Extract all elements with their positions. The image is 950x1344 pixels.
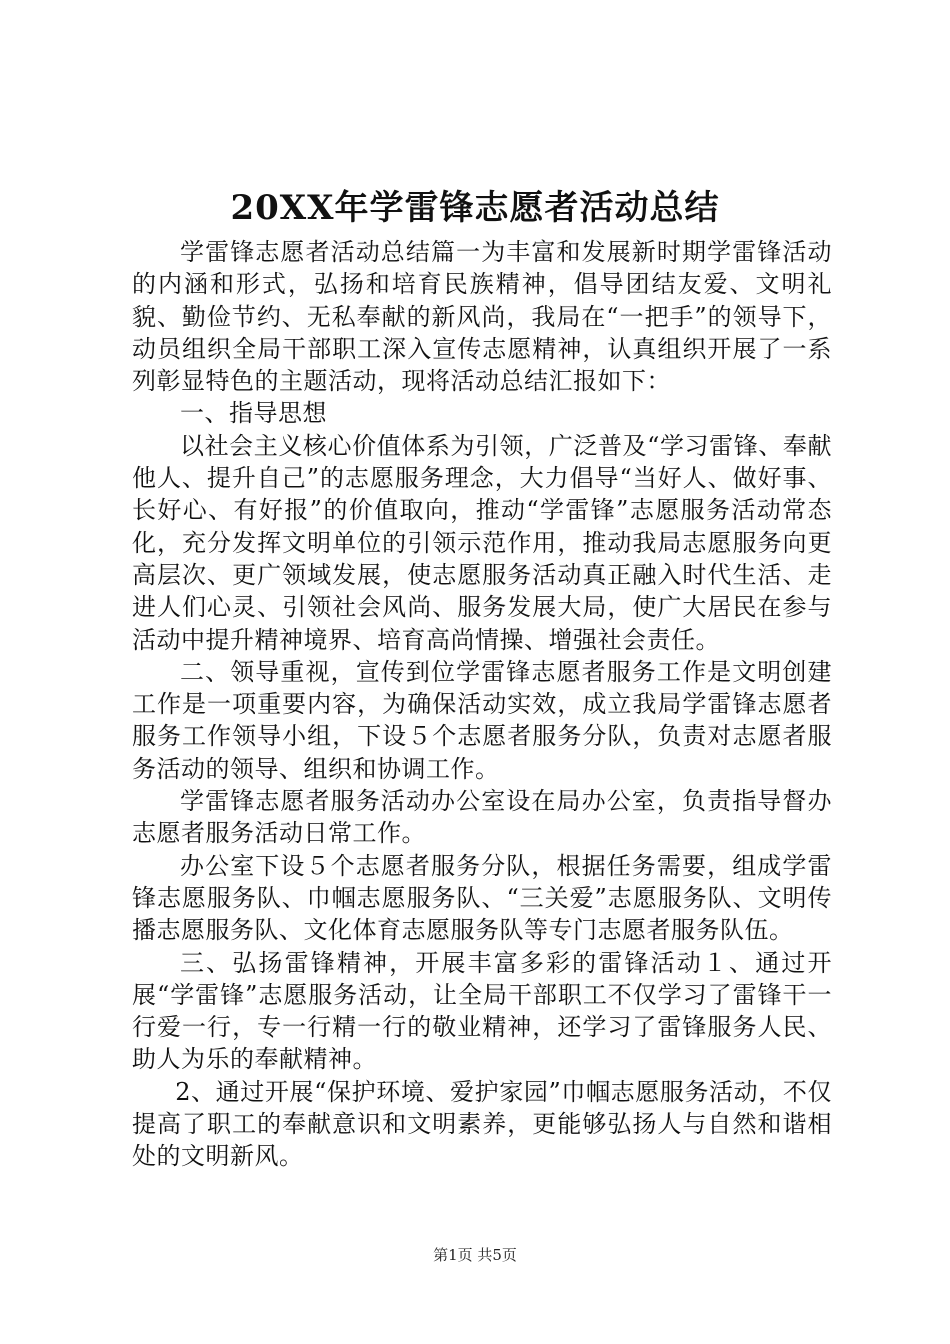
paragraph-guiding-ideology: 以社会主义核心价值体系为引领，广泛普及“学习雷锋、奉献他人、提升自己”的志愿服务理念，大力倡导“当好人、做好事、长好心、有好报”的价值取向，推动“学雷锋”志愿服务活动常态化，充分发挥文明单位的引领示范作用，推动我局志愿服务向更高层次、更广领域发展，使志愿服务活动真正融入时代生活、走进人们心灵、引领社会风尚、服务发展大局，使广大居民在参与活动中提升精神境界、培育高尚情操、增强社会责任。	[132, 431, 832, 654]
paragraph-intro: 学雷锋志愿者活动总结篇一为丰富和发展新时期学雷锋活动的内涵和形式，弘扬和培育民族精神，倡导团结友爱、文明礼貌、勤俭节约、无私奉献的新风尚，我局在“一把手”的领导下，动员组织全局干部职工深入宣传志愿精神，认真组织开展了一系列彰显特色的主题活动，现将活动总结汇报如下：	[132, 238, 832, 396]
paragraph-service-teams: 办公室下设５个志愿者服务分队，根据任务需要，组成学雷锋志愿服务队、巾帼志愿服务队、“三关爱”志愿服务队、文明传播志愿服务队、文化体育志愿服务队等专门志愿者服务队伍。	[132, 851, 832, 945]
document-title: 20XX年学雷锋志愿者活动总结	[230, 188, 720, 228]
paragraph-office: 学雷锋志愿者服务活动办公室设在局办公室，负责指导督办志愿者服务活动日常工作。	[132, 787, 832, 848]
document-body	[132, 236, 832, 1173]
section-heading-guiding-ideology: 一、指导思想	[180, 399, 327, 428]
paragraph-leadership: 二、领导重视，宣传到位学雷锋志愿者服务工作是文明创建工作是一项重要内容，为确保活动实效，成立我局学雷锋志愿者服务工作领导小组，下设５个志愿者服务分队，负责对志愿者服务活动的领导、组织和协调工作。	[132, 657, 832, 783]
page-number-footer: 第1页 共5页	[433, 1246, 517, 1264]
paragraph-environment: 2、通过开展“保护环境、爱护家园”巾帼志愿服务活动，不仅提高了职工的奉献意识和文明素养，更能够弘扬人与自然和谐相处的文明新风。	[132, 1077, 832, 1171]
paragraph-lei-feng-spirit: 三、弘扬雷锋精神，开展丰富多彩的雷锋活动１、通过开展“学雷锋”志愿服务活动，让全局干部职工不仅学习了雷锋干一行爱一行，专一行精一行的敬业精神，还学习了雷锋服务人民、助人为乐的奉献精神。	[132, 948, 832, 1074]
